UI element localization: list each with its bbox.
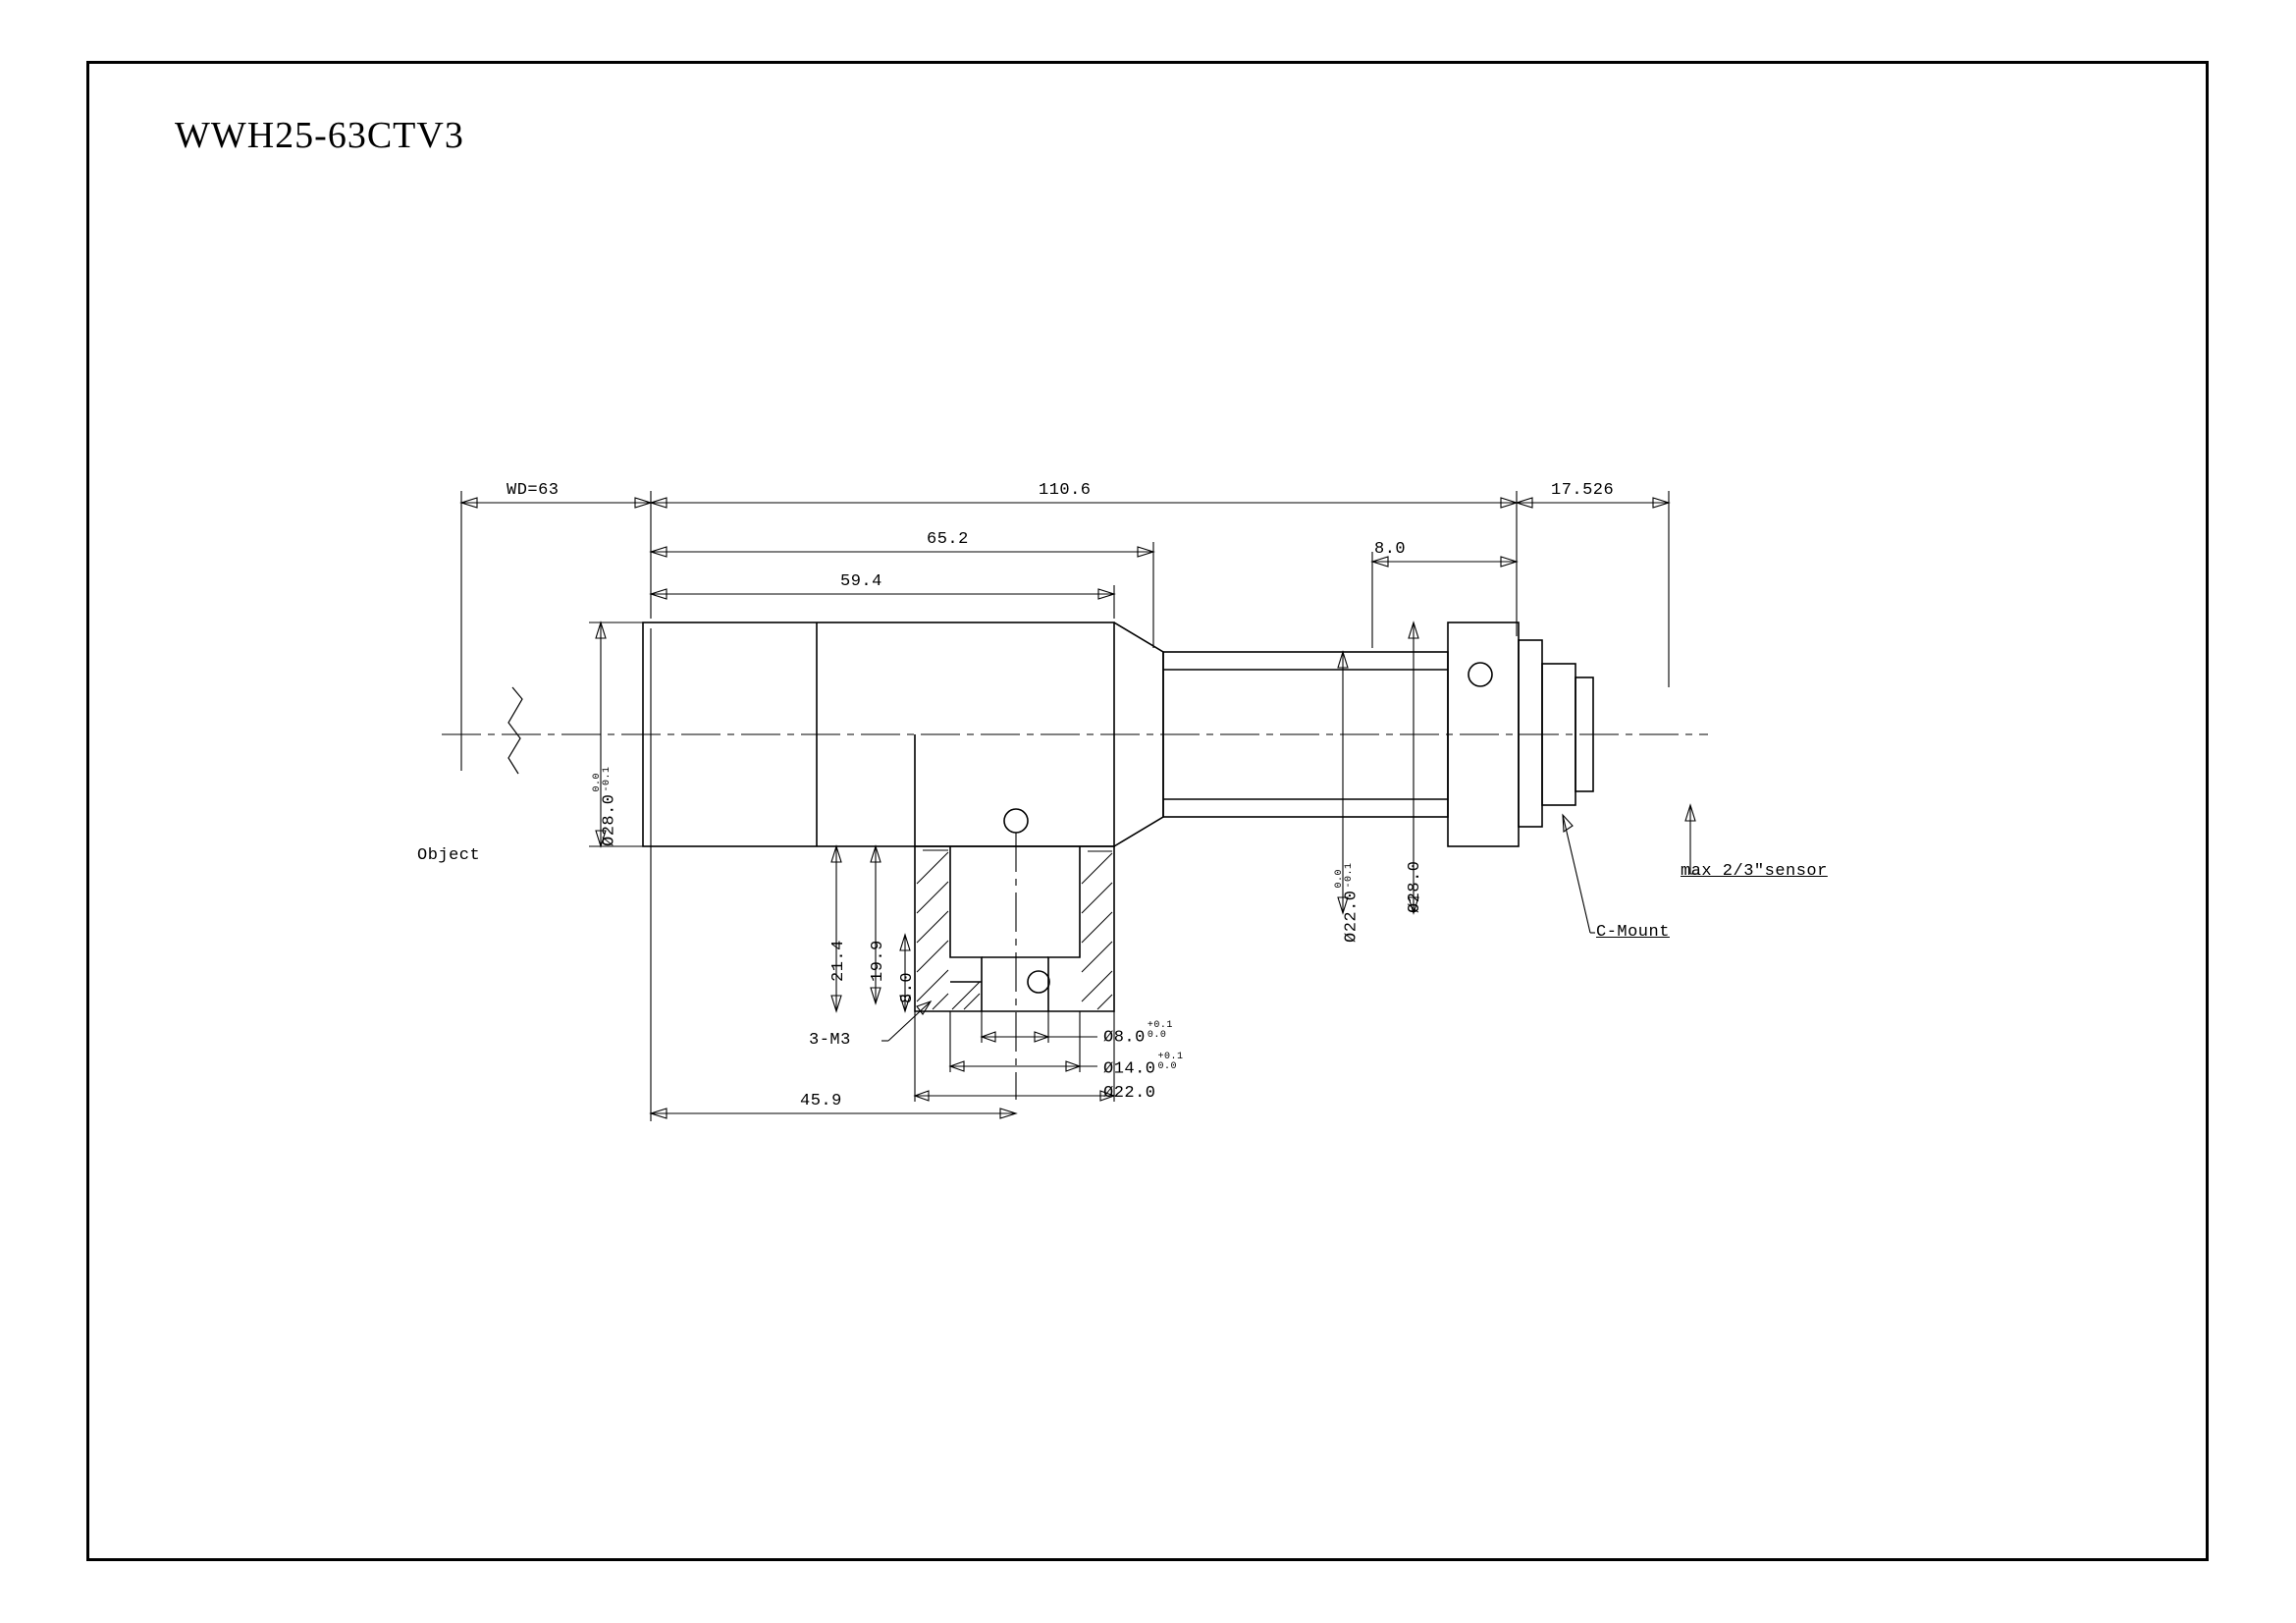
dim-working-distance: WD=63 <box>507 481 560 500</box>
dim-diameter-22-rear-value: Ø22.0 <box>1342 890 1362 943</box>
dim-21-4: 21.4 <box>829 940 848 982</box>
dim-diameter-28-front-value: Ø28.0 <box>600 793 619 846</box>
dim-8-0-side: 8.0 <box>898 971 917 1003</box>
dim-overall-length: 110.6 <box>1039 481 1092 500</box>
dim-diameter-22-hole: Ø22.0 <box>1103 1084 1156 1103</box>
dim-8-0-top: 8.0 <box>1374 540 1407 559</box>
dim-diameter-14-value: Ø14.0 <box>1103 1059 1156 1079</box>
dim-diameter-22-rear <box>1335 862 1362 943</box>
dim-diameter-14-hole <box>1103 1053 1184 1079</box>
note-thread: 3-M3 <box>809 1031 851 1050</box>
dim-diameter-8-value: Ø8.0 <box>1103 1028 1146 1048</box>
dim-diameter-22-rear-tolerance: 0.0 -0.1 <box>1334 862 1355 889</box>
dim-diameter-28-rear: Ø28.0 <box>1406 860 1424 913</box>
note-sensor: max 2/3″sensor <box>1681 862 1828 881</box>
dim-19-9: 19.9 <box>869 940 887 982</box>
dim-diameter-8-hole <box>1103 1021 1173 1048</box>
dim-diameter-28-front-tolerance: 0.0 -0.1 <box>592 766 613 792</box>
dim-diameter-28-front <box>593 766 619 846</box>
object-label: Object <box>417 846 481 865</box>
page-title: WWH25-63CTV3 <box>175 115 464 156</box>
dim-65-2: 65.2 <box>927 530 969 549</box>
dim-17-526: 17.526 <box>1551 481 1615 500</box>
dim-45-9: 45.9 <box>800 1092 842 1110</box>
dim-diameter-8-tolerance: +0.1 0.0 <box>1147 1020 1173 1041</box>
dim-diameter-14-tolerance: +0.1 0.0 <box>1157 1052 1184 1072</box>
note-c-mount: C-Mount <box>1596 923 1670 942</box>
dim-59-4: 59.4 <box>840 572 882 591</box>
